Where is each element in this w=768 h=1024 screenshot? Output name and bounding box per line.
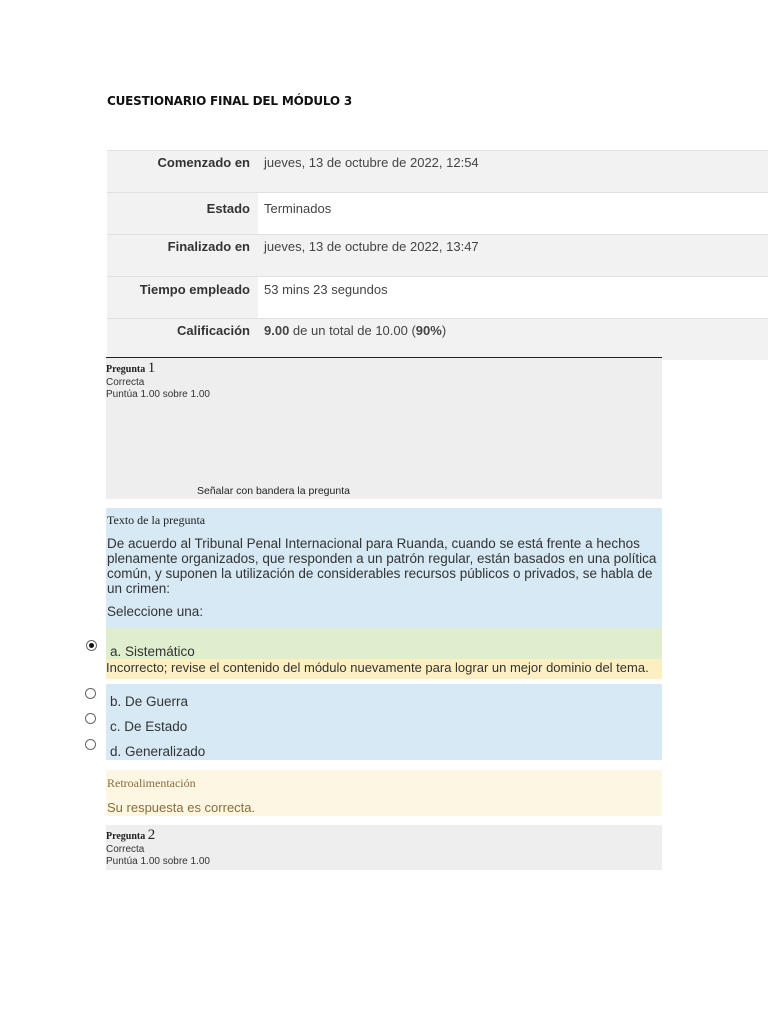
summary-label: Calificación — [177, 323, 250, 338]
radio-option-b[interactable] — [85, 688, 96, 699]
question-1-content — [106, 508, 662, 628]
question-number-value: 1 — [147, 360, 156, 376]
summary-value: jueves, 13 de octubre de 2022, 13:47 — [264, 239, 479, 254]
summary-label: Tiempo empleado — [139, 282, 250, 297]
grade-score: 9.00 — [264, 323, 290, 338]
answer-option-a[interactable] — [106, 628, 662, 659]
question-status: Correcta — [106, 844, 145, 855]
question-1-info — [106, 357, 662, 499]
summary-value: 53 mins 23 segundos — [264, 282, 388, 297]
summary-label: Comenzado en — [157, 155, 250, 170]
question-text-title: Texto de la pregunta — [107, 513, 206, 527]
attempt-summary-table — [107, 150, 768, 360]
radio-option-d[interactable] — [85, 739, 96, 750]
question-status: Correcta — [106, 377, 145, 388]
grade-value — [264, 319, 768, 343]
flag-question-link[interactable]: Señalar con bandera la pregunta — [197, 485, 350, 497]
answer-option-d[interactable]: d. Generalizado — [110, 744, 206, 759]
summary-row-time-taken — [107, 276, 768, 318]
general-feedback — [106, 770, 662, 816]
grade-total-text: de un total de 10.00 ( — [289, 323, 416, 338]
answer-options-group — [106, 684, 662, 760]
page-title: CUESTIONARIO FINAL DEL MÓDULO 3 — [107, 94, 353, 108]
question-2-info — [106, 825, 662, 870]
summary-row-started — [107, 150, 768, 192]
question-text: De acuerdo al Tribunal Penal Internacional para Ruanda, cuando se está frente a hechos plenamente organizados, que responden a un patrón regular, están basados en una política común, y suponen la utilización de considerables recursos públicos o privados, se habla de un crimen: — [107, 536, 657, 596]
summary-row-finished — [107, 234, 768, 276]
summary-value: jueves, 13 de octubre de 2022, 12:54 — [264, 155, 479, 170]
grade-percent: 90% — [415, 323, 442, 338]
summary-row-state — [107, 192, 768, 234]
question-points: Puntúa 1.00 sobre 1.00 — [106, 389, 210, 400]
select-one-prompt: Seleccione una: — [107, 604, 204, 619]
answer-option-c[interactable]: c. De Estado — [110, 719, 188, 734]
summary-label: Finalizado en — [167, 239, 250, 254]
question-points: Puntúa 1.00 sobre 1.00 — [106, 856, 210, 867]
summary-label: Estado — [206, 201, 250, 216]
answer-option-label: a. Sistemático — [110, 644, 195, 659]
summary-row-grade — [107, 318, 768, 360]
feedback-text: Su respuesta es correcta. — [107, 800, 256, 815]
question-number: Pregunta 2 — [106, 827, 156, 843]
feedback-title: Retroalimentación — [107, 776, 196, 790]
summary-value: Terminados — [264, 201, 332, 216]
option-feedback — [106, 659, 662, 679]
radio-option-c[interactable] — [85, 713, 96, 724]
answer-option-b[interactable]: b. De Guerra — [110, 694, 189, 709]
grade-close: ) — [441, 323, 447, 338]
radio-option-a[interactable] — [86, 640, 97, 651]
question-number: Pregunta 1 — [106, 360, 156, 376]
option-feedback-text: Incorrecto; revise el contenido del módulo nuevamente para lograr un mejor dominio del tema. — [106, 660, 649, 675]
question-number-value: 2 — [147, 827, 156, 843]
